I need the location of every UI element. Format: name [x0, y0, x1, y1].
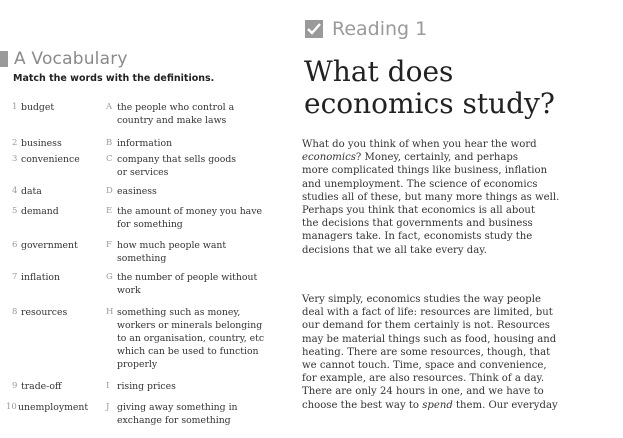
paragraph-line: may be material things such as food, housing and [302, 333, 557, 345]
definition-line: something such as money, [117, 307, 241, 318]
definition [117, 101, 285, 127]
check-square-icon [304, 19, 324, 39]
word: government [21, 240, 78, 251]
definition-line: rising prices [117, 381, 176, 392]
definition-line: properly [117, 359, 158, 370]
definition [117, 271, 285, 297]
paragraph-text [302, 293, 620, 412]
definition-line: company that sells goods [117, 154, 237, 165]
definition-letter: I [106, 381, 110, 391]
word-number: 10 [6, 402, 17, 412]
definition-line: giving away something in [117, 402, 238, 413]
definition-letter: A [106, 102, 113, 112]
definition-letter: F [106, 240, 112, 250]
definition-line: workers or minerals belonging [117, 320, 263, 331]
definition [117, 401, 285, 427]
paragraph-line: What do you think of when you hear the word [302, 139, 537, 150]
definition-line: the people who control a [117, 102, 235, 113]
word: business [21, 138, 62, 149]
word-number: 1 [12, 102, 18, 112]
article-title-line-1: What does [304, 55, 454, 88]
emphasis-word: economics [302, 152, 356, 164]
definition-line: information [117, 138, 173, 149]
definition-line: work [117, 285, 141, 296]
definition [117, 239, 285, 265]
word-number: 5 [12, 206, 18, 216]
word-number: 6 [12, 240, 18, 250]
word: convenience [21, 154, 80, 165]
definition-letter: E [106, 206, 113, 216]
vocabulary-instruction: Match the words with the definitions. [13, 73, 215, 84]
article-title [304, 56, 623, 120]
paragraph-line: we cannot touch. Time, space and convenience, [302, 360, 547, 372]
word-number: 7 [12, 272, 18, 282]
definition-line: for something [117, 219, 183, 230]
reading-section [298, 0, 623, 438]
reading-label: Reading 1 [332, 18, 428, 40]
paragraph-line: economics? Money, certainly, and perhaps [302, 152, 519, 164]
paragraph-line: Very simply, economics studies the way people [302, 294, 541, 305]
definition-line: exchange for something [117, 415, 231, 426]
paragraph-line: and unemployment. The science of economics [302, 178, 538, 190]
definition-line: to an organisation, country, etc [117, 333, 265, 344]
definition [117, 205, 285, 231]
word-number: 2 [12, 138, 18, 148]
definition-letter: H [106, 307, 114, 317]
word: data [21, 186, 42, 197]
paragraph-line: Perhaps you think that economics is all about [302, 205, 535, 217]
definition-letter: J [106, 402, 110, 412]
reading-header [304, 18, 427, 40]
paragraph-line: for example, are also resources. Think of a day. [302, 373, 545, 385]
word-number: 4 [12, 186, 18, 196]
vocabulary-header [0, 49, 128, 69]
vocabulary-title: A Vocabulary [14, 49, 128, 69]
definition-letter: C [106, 154, 113, 164]
word: unemployment [18, 402, 89, 413]
paragraph-text [302, 138, 620, 257]
word: inflation [21, 272, 60, 283]
word: budget [21, 102, 55, 113]
word: trade-off [21, 381, 62, 392]
paragraph-line: managers take. In fact, economists study the [302, 231, 533, 243]
definition-line: the amount of money you have [117, 206, 262, 217]
word-number: 8 [12, 307, 18, 317]
word-number: 3 [12, 154, 18, 164]
emphasis-word: spend [422, 399, 453, 411]
definition-line: easiness [117, 186, 157, 197]
paragraph-line: deal with a fact of life: resources are limited, but [302, 307, 553, 319]
definition [117, 306, 285, 371]
paragraph-line: the decisions that governments and business [302, 218, 533, 230]
article-title-line-2: economics study? [304, 87, 555, 120]
definition-line: which can be used to function [117, 346, 259, 357]
definition-letter: B [106, 138, 113, 148]
paragraph-line: choose the best way to spend them. Our everyday [302, 399, 558, 411]
definition-line: country and make laws [117, 115, 227, 126]
definition [117, 380, 285, 393]
paragraph-line: decisions that we all take every day. [302, 244, 487, 256]
vocabulary-section [0, 0, 285, 438]
paragraph-line: There are only 24 hours in one, and we have to [302, 386, 544, 398]
paragraph-line: our demand for them certainly is not. Resources [302, 320, 550, 332]
definition [117, 153, 285, 179]
definition [117, 185, 285, 198]
word: resources [21, 307, 68, 318]
square-marker-icon [0, 51, 8, 67]
word: demand [21, 206, 59, 217]
definition-line: the number of people without [117, 272, 258, 283]
paragraph-line: heating. There are some resources, though, that [302, 346, 551, 358]
paragraph-line: studies all of these, but many more things as well. [302, 191, 560, 203]
definition-letter: G [106, 272, 113, 282]
paragraph-line: more complicated things like business, inflation [302, 165, 548, 177]
definition-letter: D [106, 186, 113, 196]
definition-line: or services [117, 167, 169, 178]
definition [117, 137, 285, 150]
definition-line: something [117, 253, 167, 264]
definition-line: how much people want [117, 240, 227, 251]
word-number: 9 [12, 381, 18, 391]
